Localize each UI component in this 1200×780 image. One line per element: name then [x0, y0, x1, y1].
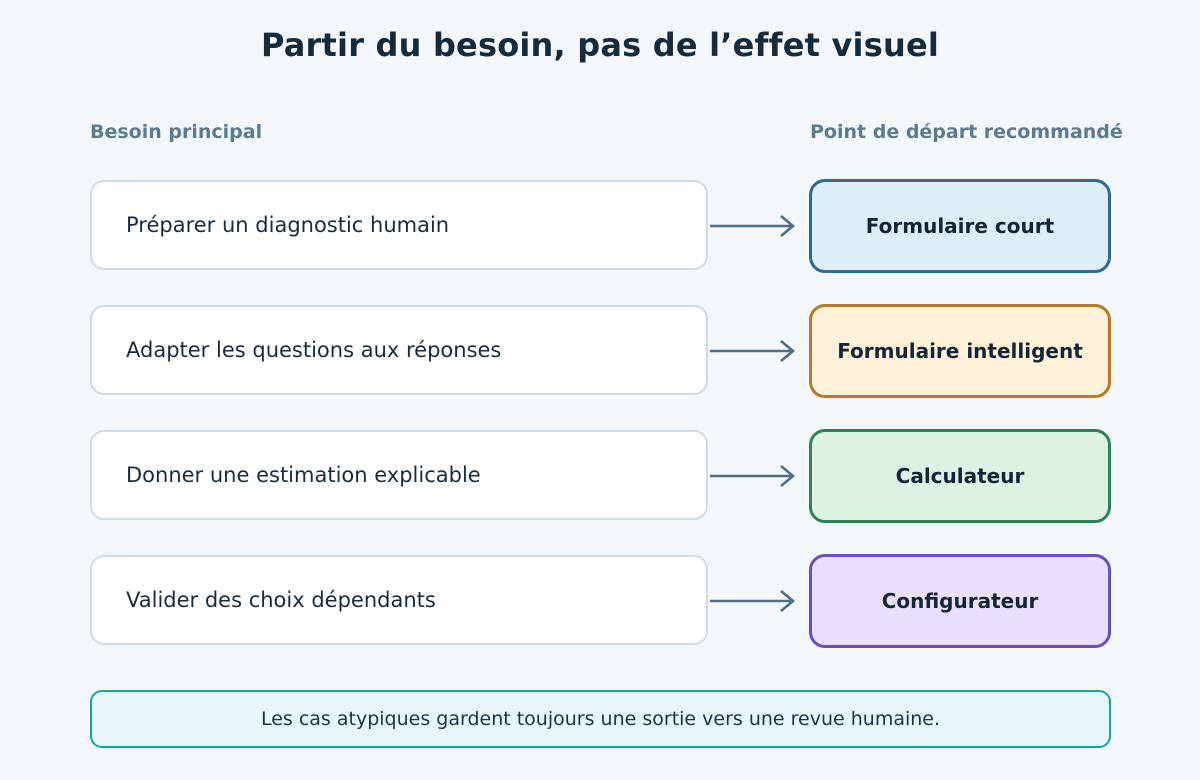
recommendation-label: Configurateur [881, 589, 1039, 613]
recommendation-box [809, 554, 1111, 648]
need-box [90, 305, 708, 395]
need-box [90, 180, 708, 270]
arrow-right-icon [710, 464, 796, 488]
need-label: Adapter les questions aux réponses [126, 338, 502, 362]
arrow-right-icon [710, 339, 796, 363]
column-header-need: Besoin principal [90, 121, 263, 143]
recommendation-box [809, 179, 1111, 273]
recommendation-box [809, 429, 1111, 523]
footer-note-text: Les cas atypiques gardent toujours une sortie vers une revue humaine. [260, 708, 941, 730]
need-box [90, 555, 708, 645]
arrow-right-icon [710, 214, 796, 238]
arrow-right-icon [710, 589, 796, 613]
page-title: Partir du besoin, pas de l’effet visuel [260, 26, 940, 64]
recommendation-label: Formulaire intelligent [837, 339, 1083, 363]
recommendation-label: Calculateur [895, 464, 1025, 488]
need-label: Préparer un diagnostic humain [126, 213, 450, 237]
recommendation-label: Formulaire court [865, 214, 1055, 238]
need-label: Valider des choix dépendants [126, 588, 436, 612]
need-box [90, 430, 708, 520]
footer-note [90, 690, 1111, 748]
need-label: Donner une estimation explicable [126, 463, 481, 487]
recommendation-box [809, 304, 1111, 398]
column-header-recommendation: Point de départ recommandé [810, 121, 1123, 143]
